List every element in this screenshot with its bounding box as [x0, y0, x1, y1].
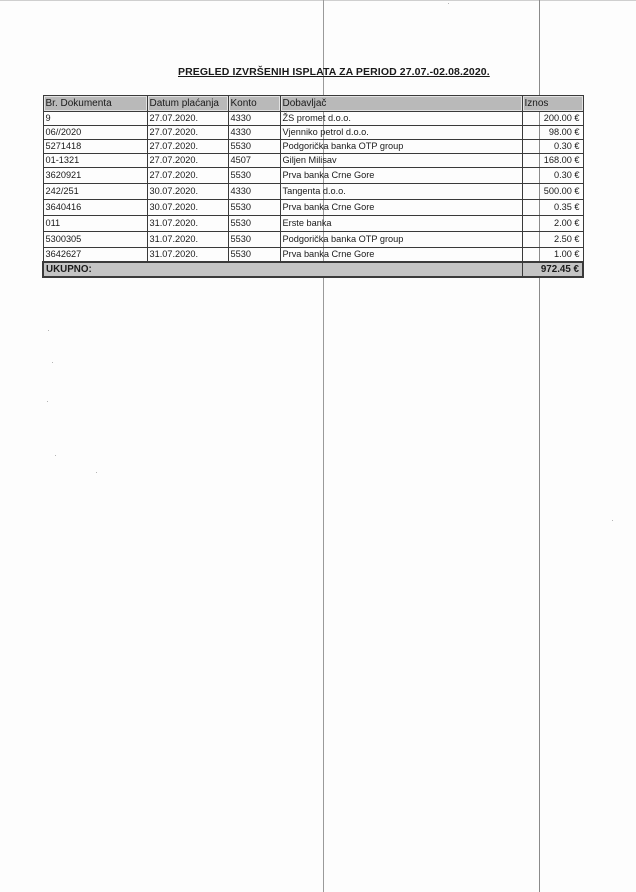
cell-account: 4330 — [228, 184, 280, 200]
table-row — [43, 216, 583, 232]
cell-doc-no: 011 — [43, 216, 147, 232]
cell-supplier: Prva banka Crne Gore — [280, 248, 522, 263]
cell-doc-no: 5271418 — [43, 140, 147, 154]
cell-supplier: Podgorička banka OTP group — [280, 140, 522, 154]
cell-account: 4330 — [228, 112, 280, 126]
cell-date: 27.07.2020. — [147, 168, 228, 184]
cell-amount: 2.00 € — [522, 216, 583, 232]
cell-supplier: Giljen Milisav — [280, 154, 522, 168]
cell-date: 27.07.2020. — [147, 140, 228, 154]
total-amount: 972.45 € — [522, 262, 583, 277]
cell-date: 31.07.2020. — [147, 232, 228, 248]
cell-amount: 2.50 € — [522, 232, 583, 248]
table-row — [43, 200, 583, 216]
cell-supplier: Podgorička banka OTP group — [280, 232, 522, 248]
cell-doc-no: 3640416 — [43, 200, 147, 216]
cell-date: 31.07.2020. — [147, 216, 228, 232]
cell-amount: 0.30 € — [522, 168, 583, 184]
cell-supplier: Tangenta d.o.o. — [280, 184, 522, 200]
table-row — [43, 248, 583, 263]
cell-doc-no: 06//2020 — [43, 126, 147, 140]
cell-account: 5530 — [228, 248, 280, 263]
table-row — [43, 154, 583, 168]
cell-account: 5530 — [228, 232, 280, 248]
scan-speck — [612, 520, 613, 521]
scan-speck — [48, 330, 49, 331]
cell-account: 5530 — [228, 216, 280, 232]
cell-supplier: Prva banka Crne Gore — [280, 168, 522, 184]
cell-doc-no: 3620921 — [43, 168, 147, 184]
cell-amount: 98.00 € — [522, 126, 583, 140]
table-row — [43, 140, 583, 154]
cell-doc-no: 01-1321 — [43, 154, 147, 168]
cell-date: 27.07.2020. — [147, 154, 228, 168]
header-supplier: Dobavljač — [280, 96, 522, 112]
cell-account: 4330 — [228, 126, 280, 140]
scan-top-edge — [0, 0, 636, 1]
table-row — [43, 232, 583, 248]
cell-account: 5530 — [228, 140, 280, 154]
payments-table — [42, 95, 584, 278]
cell-supplier: Erste banka — [280, 216, 522, 232]
cell-date: 27.07.2020. — [147, 126, 228, 140]
cell-doc-no: 5300305 — [43, 232, 147, 248]
header-doc-no: Br. Dokumenta — [43, 96, 147, 112]
cell-date: 30.07.2020. — [147, 184, 228, 200]
cell-supplier: ŽS promet d.o.o. — [280, 112, 522, 126]
scan-speck — [96, 472, 97, 473]
cell-date: 27.07.2020. — [147, 112, 228, 126]
cell-doc-no: 3642627 — [43, 248, 147, 263]
total-label: UKUPNO: — [43, 262, 522, 277]
scan-speck — [55, 455, 56, 456]
header-amount: Iznos — [522, 96, 583, 112]
header-account: Konto — [228, 96, 280, 112]
cell-supplier: Vjenniko petrol d.o.o. — [280, 126, 522, 140]
document-title: PREGLED IZVRŠENIH ISPLATA ZA PERIOD 27.07.-02.08.2020. — [178, 66, 490, 78]
cell-doc-no: 9 — [43, 112, 147, 126]
cell-amount: 168.00 € — [522, 154, 583, 168]
table-row — [43, 112, 583, 126]
cell-amount: 0.30 € — [522, 140, 583, 154]
cell-doc-no: 242/251 — [43, 184, 147, 200]
cell-date: 31.07.2020. — [147, 248, 228, 263]
cell-amount: 500.00 € — [522, 184, 583, 200]
cell-account: 4507 — [228, 154, 280, 168]
cell-amount: 200.00 € — [522, 112, 583, 126]
table-header-row — [43, 96, 583, 112]
cell-amount: 1.00 € — [522, 248, 583, 263]
scan-speck — [52, 362, 53, 363]
table-row — [43, 126, 583, 140]
cell-supplier: Prva banka Crne Gore — [280, 200, 522, 216]
header-date: Datum plaćanja — [147, 96, 228, 112]
scan-speck — [47, 401, 48, 402]
cell-date: 30.07.2020. — [147, 200, 228, 216]
cell-account: 5530 — [228, 168, 280, 184]
total-row — [43, 262, 583, 277]
cell-account: 5530 — [228, 200, 280, 216]
cell-amount: 0.35 € — [522, 200, 583, 216]
table-row — [43, 184, 583, 200]
table-row — [43, 168, 583, 184]
scan-speck — [448, 3, 449, 4]
